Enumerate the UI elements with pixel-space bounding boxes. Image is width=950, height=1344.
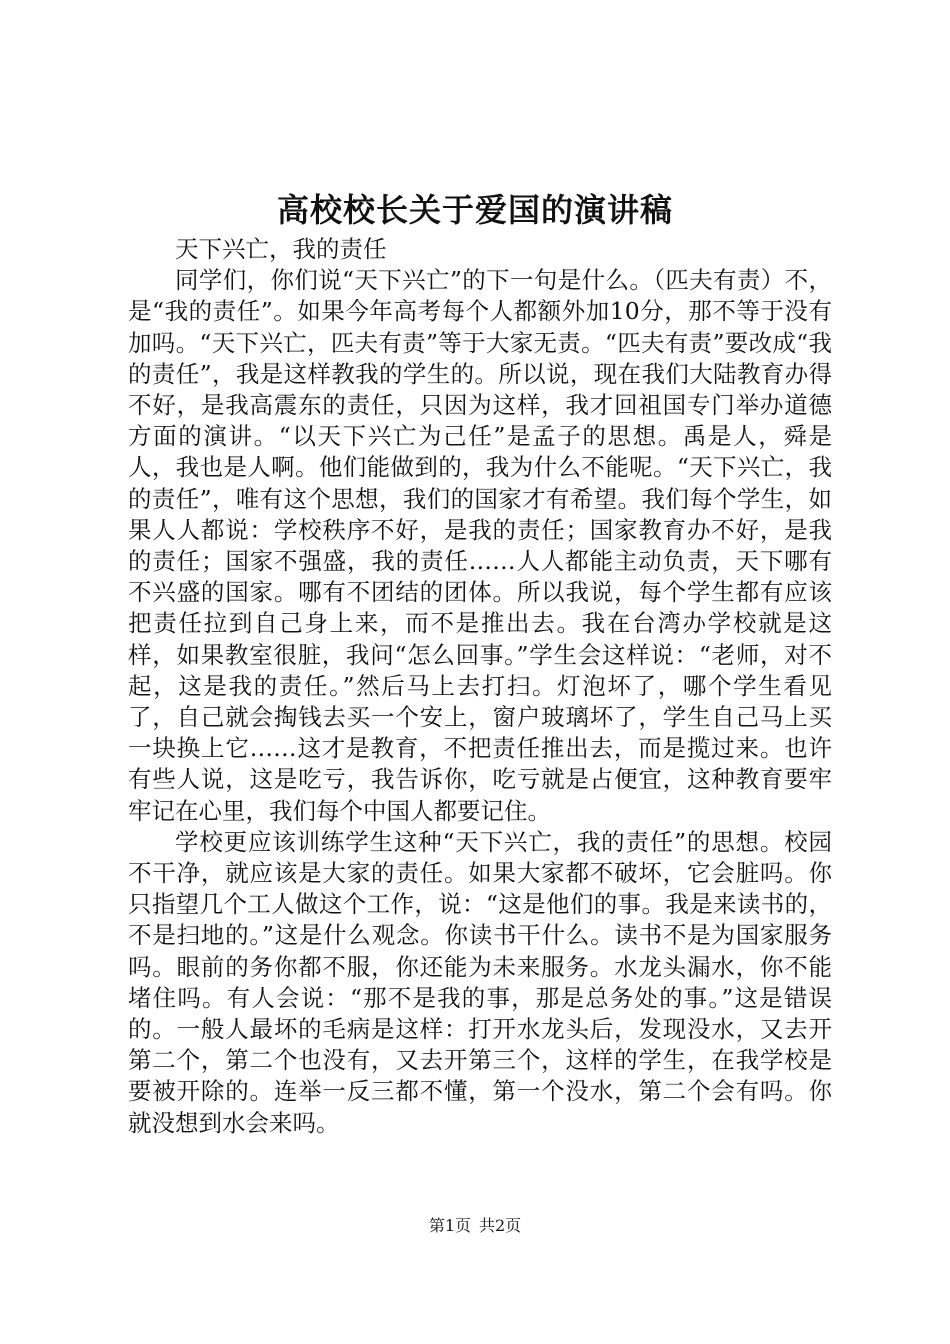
page-number: 第1页 (428, 1216, 471, 1235)
paragraph: 学校更应该训练学生这种“天下兴亡，我的责任”的思想。校园不干净，就应该是大家的责任。如果大家都不破坏，它会脏吗。你只指望几个工人做这个工作，说：“这是他们的事。我是来读书的，不是扫地的。”这是什么观念。你读书干什么。读书不是为国家服务吗。眼前的务你都不服，你还能为未来服务。水龙头漏水，你不能堵住吗。有人会说：“那不是我的事，那是总务处的事。”这是错误的。一般人最坏的毛病是这样：打开水龙头后，发现没水，又去开第二个，第二个也没有，又去开第三个，这样的学生，在我学校是要被开除的。连举一反三都不懂，第一个没水，第二个会有吗。你就没想到水会来吗。 (128, 827, 832, 1137)
paragraph-subtitle: 天下兴亡，我的责任 (175, 235, 387, 263)
document-title: 高校校长关于爱国的演讲稿 (276, 191, 673, 229)
page-total: 共2页 (479, 1216, 522, 1235)
document-body (128, 234, 832, 1139)
page-footer (0, 1214, 950, 1238)
paragraph: 同学们，你们说“天下兴亡”的下一句是什么。（匹夫有责）不，是“我的责任”。如果今年高考每个人都额外加10分，那不等于没有加吗。“天下兴亡，匹夫有责”等于大家无责。“匹夫有责”要改成“我的责任”，我是这样教我的学生的。所以说，现在我们大陆教育办得不好，是我高震东的责任，只因为这样，我才回祖国专门举办道德方面的演讲。“以天下兴亡为己任”是孟子的思想。禹是人，舜是人，我也是人啊。他们能做到的，我为什么不能呢。“天下兴亡，我的责任”，唯有这个思想，我们的国家才有希望。我们每个学生，如果人人都说：学校秩序不好，是我的责任；国家教育办不好，是我的责任；国家不强盛，我的责任……人人都能主动负责，天下哪有不兴盛的国家。哪有不团结的团体。所以我说，每个学生都有应该把责任拉到自己身上来，而不是推出去。我在台湾办学校就是这样，如果教室很脏，我问“怎么回事。”学生会这样说：“老师，对不起，这是我的责任。”然后马上去打扫。灯泡坏了，哪个学生看见了，自己就会掏钱去买一个安上，窗户玻璃坏了，学生自己马上买一块换上它……这才是教育，不把责任推出去，而是揽过来。也许有些人说，这是吃亏，我告诉你，吃亏就是占便宜，这种教育要牢牢记在心里，我们每个中国人都要记住。 (128, 266, 832, 825)
